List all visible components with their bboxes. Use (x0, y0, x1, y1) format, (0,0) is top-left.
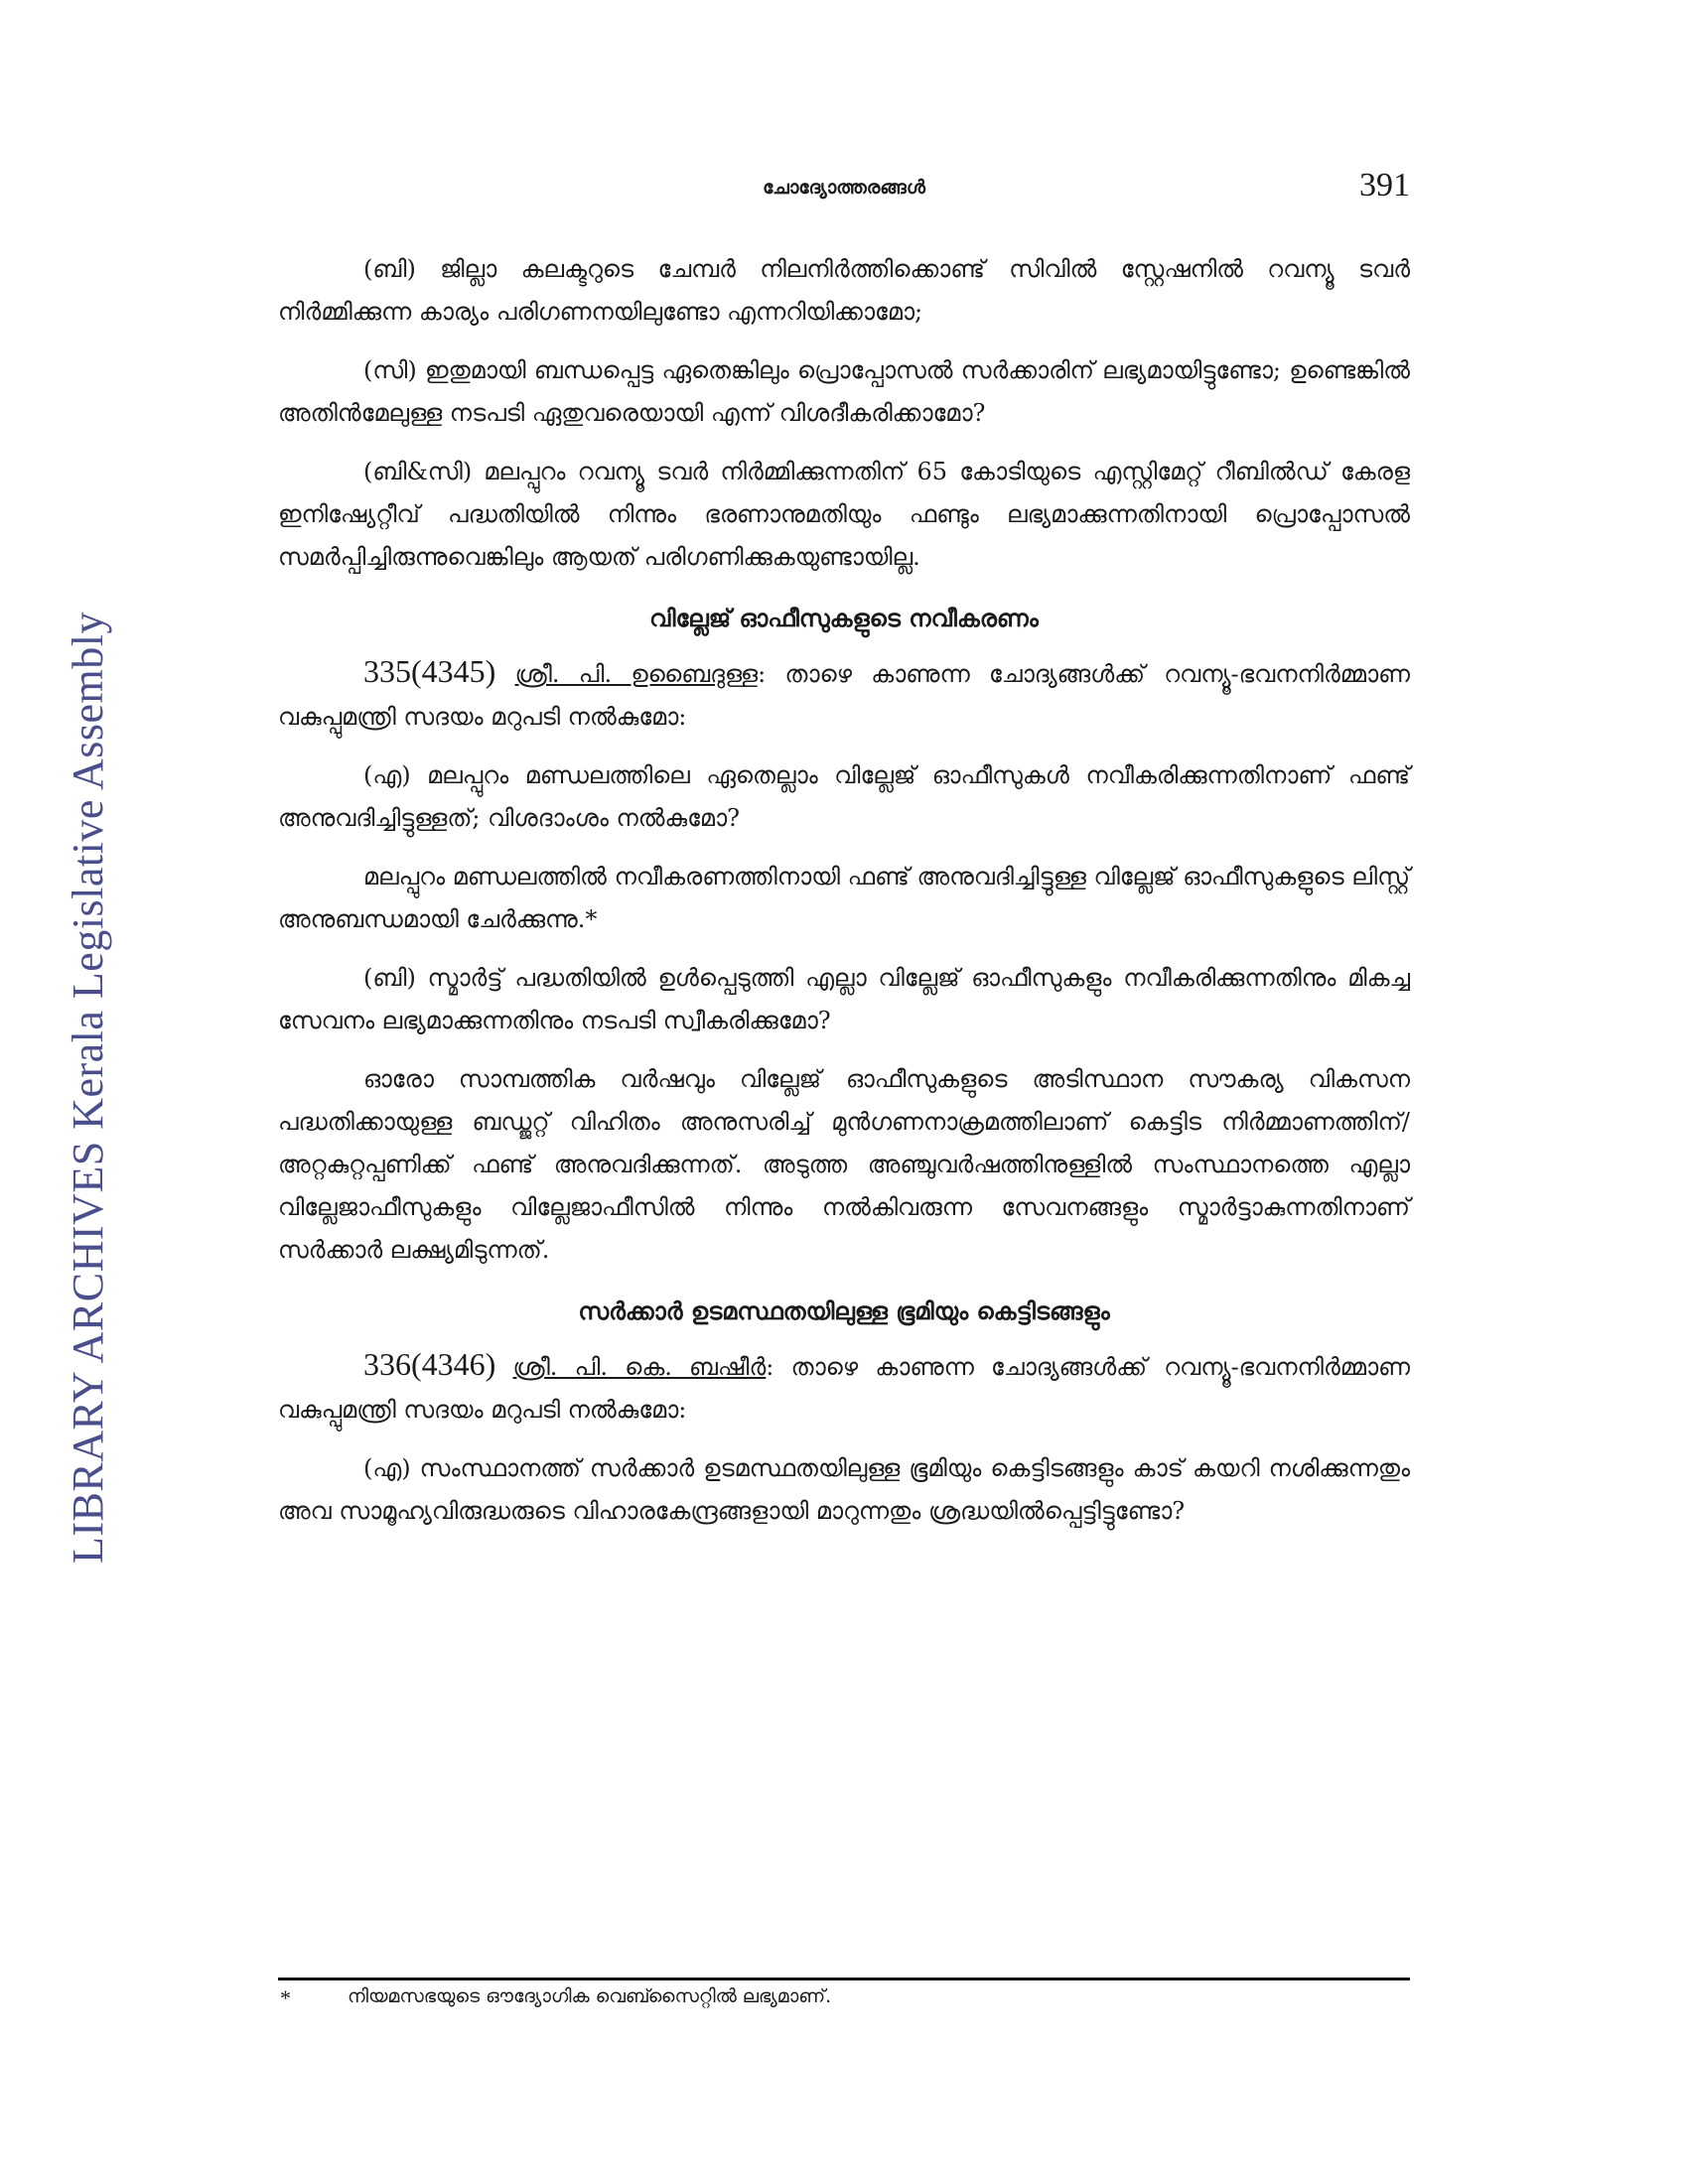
question-335-intro (278, 650, 1410, 739)
watermark-text: LIBRARY ARCHIVES Kerala Legislative Assembly (63, 611, 112, 1564)
running-title: ചോദ്യോത്തരങ്ങൾ (763, 177, 925, 199)
section-heading-government-land: സർക്കാർ ഉടമസ്ഥതയിലുള്ള ഭൂമിയും കെട്ടിടങ്ങളും (578, 1297, 1110, 1325)
question-336-intro (278, 1343, 1410, 1432)
question-intro-text: : താഴെ കാണുന്ന ചോദ്യങ്ങൾക്ക് റവന്യൂ-ഭവനനിർമ്മാണ വകുപ്പുമന്ത്രി സദയം മറുപടി നൽകുമോ: (278, 660, 1410, 731)
footnote (280, 1985, 1402, 2011)
answer-335-a: മലപ്പുറം മണ്ഡലത്തിൽ നവീകരണത്തിനായി ഫണ്ട് അനുവദിച്ചിട്ടുള്ള വില്ലേജ് ഓഫീസുകളുടെ ലിസ്റ്റ് അനുബന്ധമായി ചേർക്കുന്നു.* (278, 863, 1410, 933)
answer-335-b: ഓരോ സാമ്പത്തിക വർഷവും വില്ലേജ് ഓഫീസുകളുടെ അടിസ്ഥാന സൗകര്യ വികസന പദ്ധതിക്കായുള്ള ബഡ്ജറ്റ് വിഹിതം അനുസരിച്ച് മുൻഗണനാക്രമത്തിലാണ് കെട്ടിട നിർമ്മാണത്തിന്/അറ്റകുറ്റപ്പണിക്ക് ഫണ്ട് അനുവദിക്കുന്നത്. അടുത്ത അഞ്ചുവർഷത്തിനുള്ളിൽ സംസ്ഥാനത്തെ എല്ലാ വില്ലേജാഫീസുകളും വില്ലേജാഫീസിൽ നിന്നും നൽകിവരുന്ന സേവനങ്ങളും സ്മാർട്ടാകുന്നതിനാണ് സർക്കാർ ലക്ഷ്യമിടുന്നത്. (278, 1065, 1410, 1264)
footnote-rule (278, 1978, 1410, 1980)
question-intro-text: : താഴെ കാണുന്ന ചോദ്യങ്ങൾക്ക് റവന്യൂ-ഭവനനിർമ്മാണ വകുപ്പുമന്ത്രി സദയം മറുപടി നൽകുമോ: (278, 1353, 1410, 1424)
question-number: 336(4346) (363, 1346, 496, 1382)
member-name: ശ്രീ. പി. ഉബൈദുള്ള (514, 660, 759, 688)
question-335-a: (എ) മലപ്പുറം മണ്ഡലത്തിലെ ഏതെല്ലാം വില്ലേജ് ഓഫീസുകൾ നവീകരിക്കുന്നതിനാണ് ഫണ്ട് അനുവദിച്ചിട്ടുള്ളത്; വിശദാംശം നൽകുമോ? (278, 761, 1410, 832)
question-c-prev: (സി) ഇതുമായി ബന്ധപ്പെട്ട ഏതെങ്കിലും പ്രൊപ്പോസൽ സർക്കാരിന് ലഭ്യമായിട്ടുണ്ടോ; ഉണ്ടെങ്കിൽ അതിൻമേലുള്ള നടപടി ഏതുവരെയായി എന്ന് വിശദീകരിക്കാമോ? (278, 356, 1410, 427)
question-b-prev: (ബി) ജില്ലാ കലക്ടറുടെ ചേമ്പർ നിലനിർത്തിക്കൊണ്ട് സിവിൽ സ്റ്റേഷനിൽ റവന്യൂ ടവർ നിർമ്മിക്കുന്ന കാര്യം പരിഗണനയിലുണ്ടോ എന്നറിയിക്കാമോ; (278, 255, 1410, 326)
page-number: 391 (1359, 167, 1410, 204)
question-number: 335(4345) (363, 653, 496, 689)
section-heading-village-offices: വില്ലേജ് ഓഫീസുകളുടെ നവീകരണം (649, 605, 1039, 632)
footnote-mark: * (280, 1985, 291, 2010)
member-name: ശ്രീ. പി. കെ. ബഷീർ (512, 1353, 767, 1381)
answer-b-c-prev: (ബി&സി) മലപ്പുറം റവന്യൂ ടവർ നിർമ്മിക്കുന്നതിന് 65 കോടിയുടെ എസ്റ്റിമേറ്റ് റീബിൽഡ് കേരള ഇനിഷ്യേറ്റീവ് പദ്ധതിയിൽ നിന്നും ഭരണാനുമതിയും ഫണ്ടും ലഭ്യമാക്കുന്നതിനായി പ്രൊപ്പോസൽ സമർപ്പിച്ചിരുന്നുവെങ്കിലും ആയത് പരിഗണിക്കുകയുണ്ടായില്ല. (278, 458, 1410, 571)
library-archives-watermark (58, 611, 117, 1564)
footnote-text: നിയമസഭയുടെ ഔദ്യോഗിക വെബ്സൈറ്റിൽ ലഭ്യമാണ്. (348, 1985, 832, 2007)
document-page (278, 159, 1410, 1533)
question-336-a: (എ) സംസ്ഥാനത്ത് സർക്കാർ ഉടമസ്ഥതയിലുള്ള ഭൂമിയും കെട്ടിടങ്ങളും കാട് കയറി നശിക്കുന്നതും അവ സാമൂഹ്യവിരുദ്ധരുടെ വിഹാരകേന്ദ്രങ്ങളായി മാറുന്നതും ശ്രദ്ധയിൽപ്പെട്ടിട്ടുണ്ടോ? (278, 1454, 1410, 1525)
running-header (278, 159, 1410, 218)
question-335-b: (ബി) സ്മാർട്ട് പദ്ധതിയിൽ ഉൾപ്പെടുത്തി എല്ലാ വില്ലേജ് ഓഫീസുകളും നവീകരിക്കുന്നതിനും മികച്ച സേവനം ലഭ്യമാക്കുന്നതിനും നടപടി സ്വീകരിക്കുമോ? (278, 964, 1410, 1034)
